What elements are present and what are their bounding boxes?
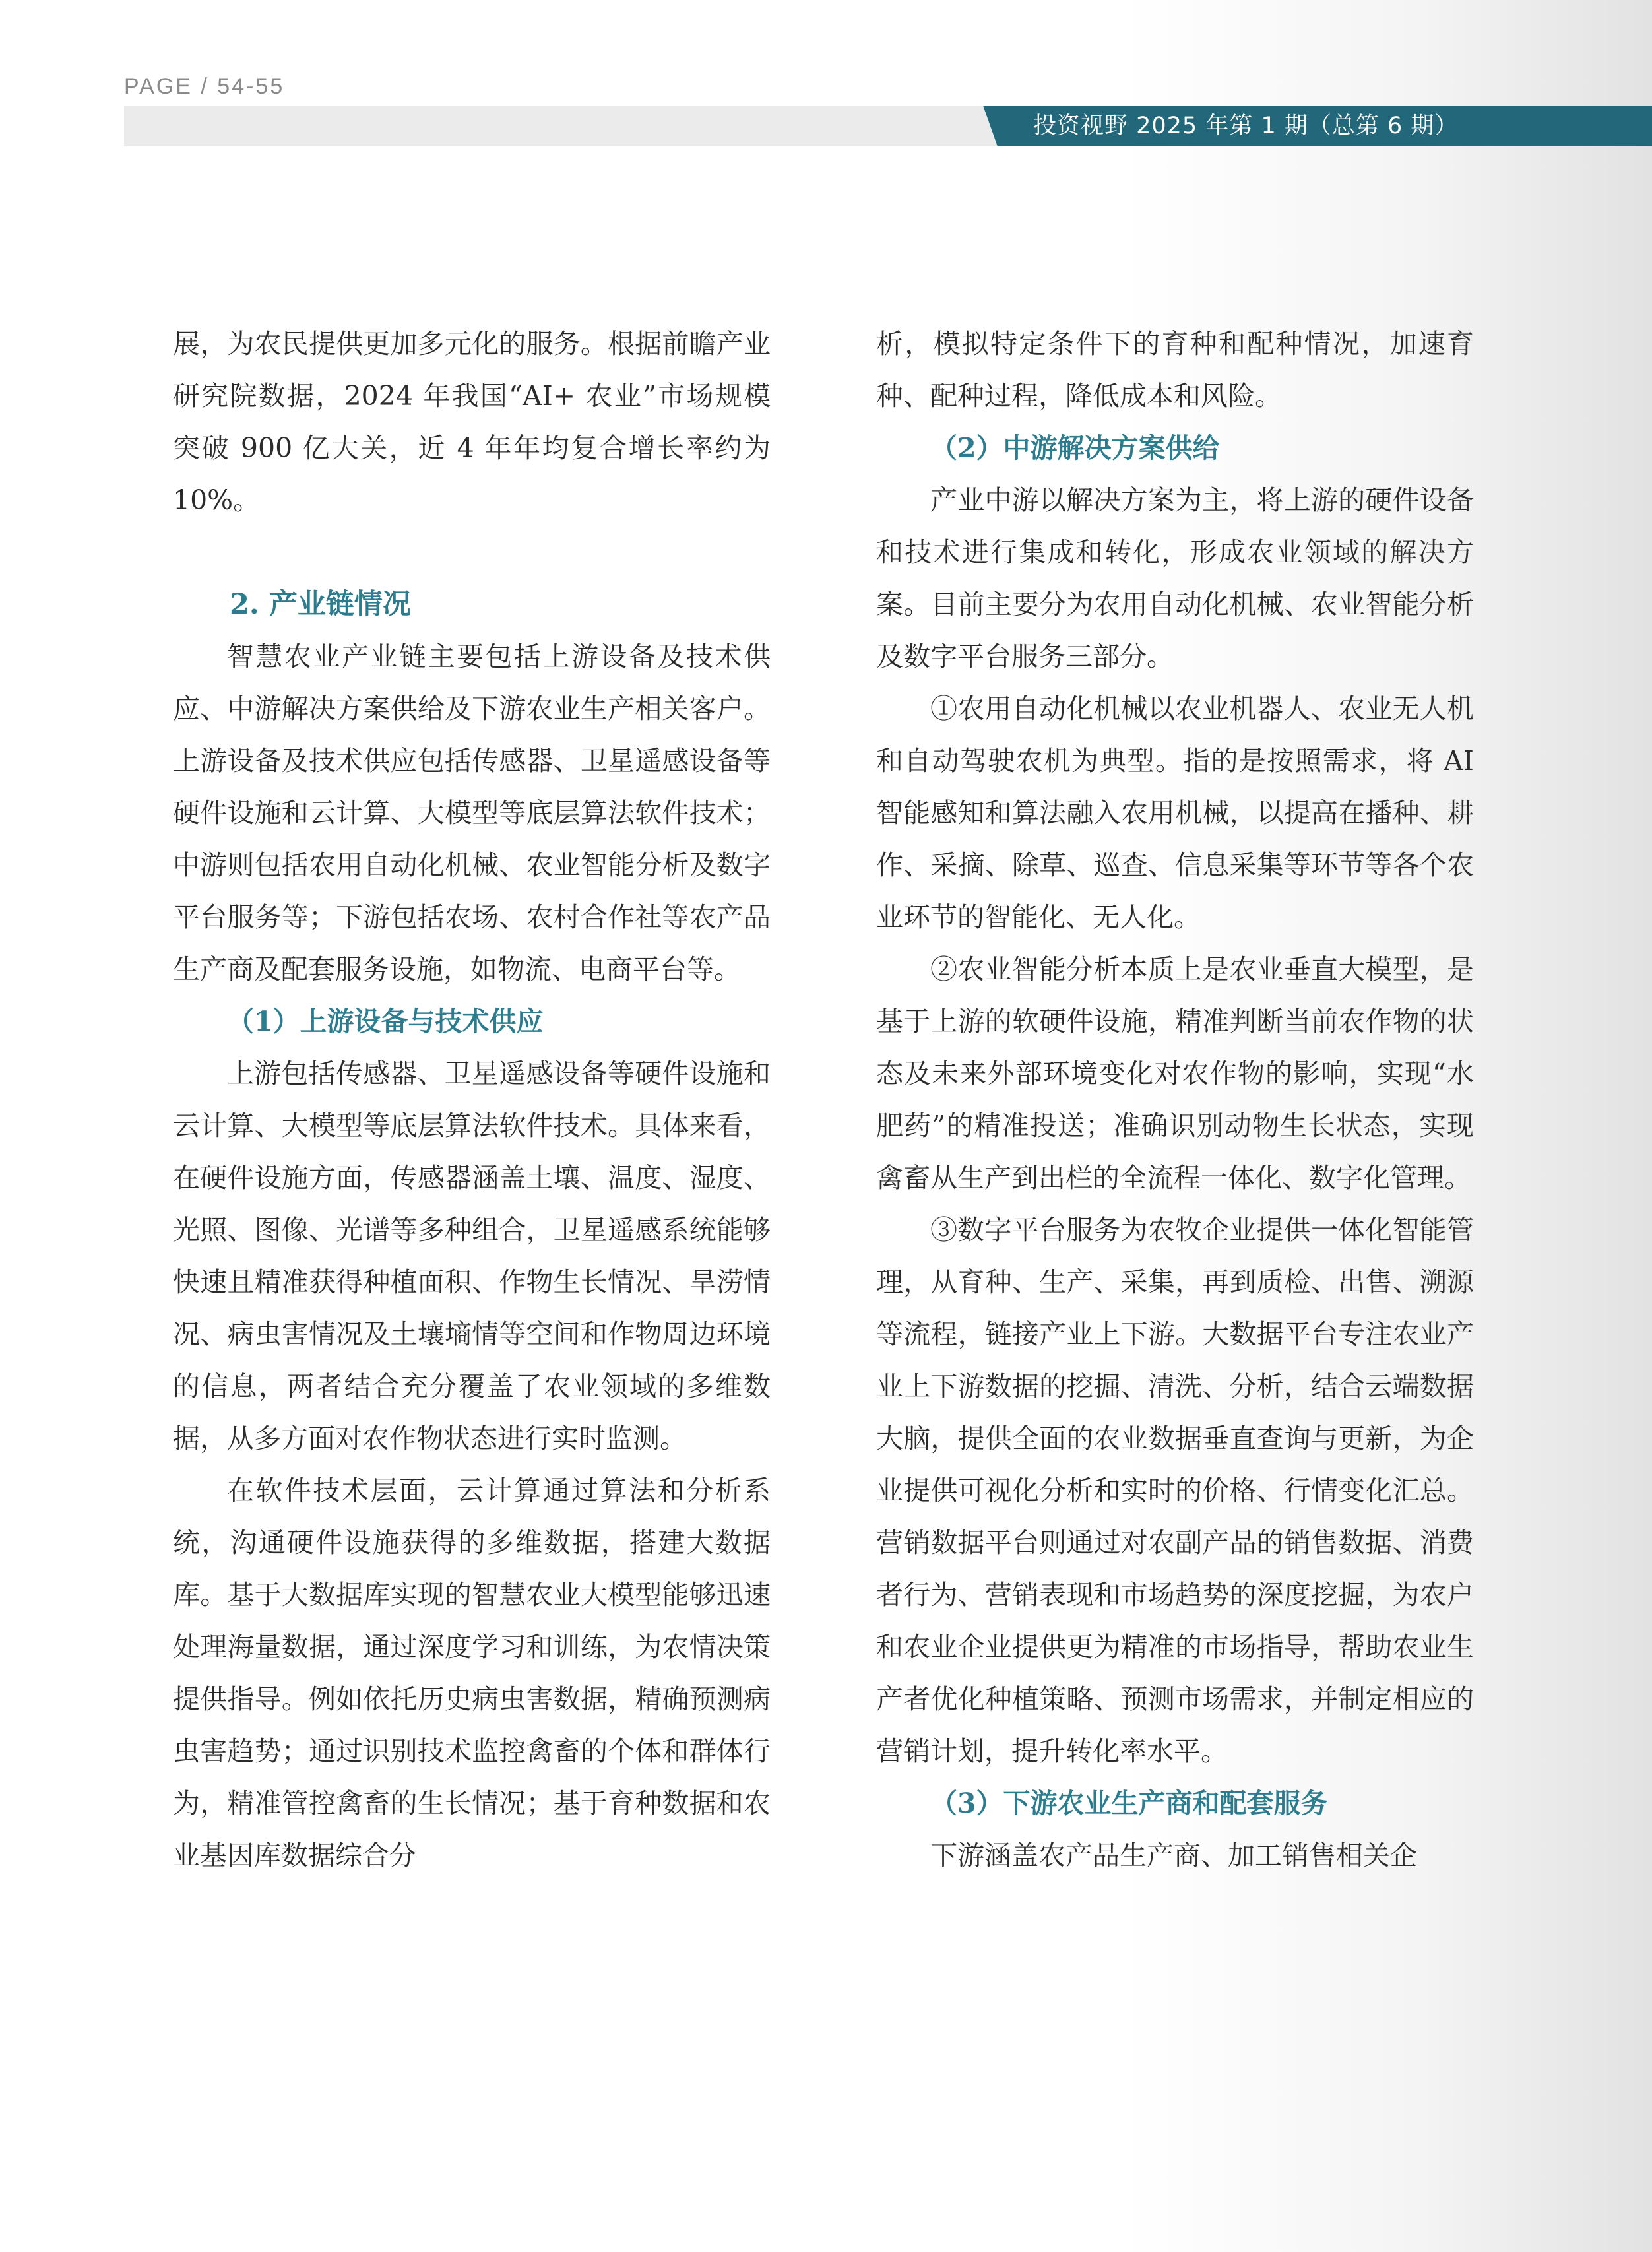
page-number-label: PAGE / 54-55 [124, 74, 285, 99]
paragraph: 智慧农业产业链主要包括上游设备及技术供应、中游解决方案供给及下游农业生产相关客户。上游设备及技术供应包括传感器、卫星遥感设备等硬件设施和云计算、大模型等底层算法软件技术；中游则包括农用自动化机械、农业智能分析及数字平台服务等；下游包括农场、农村合作社等农产品生产商及配套服务设施，如物流、电商平台等。 [173, 641, 771, 985]
right-column [876, 318, 1474, 1882]
paragraph: ①农用自动化机械以农业机器人、农业无人机和自动驾驶农机为典型。指的是按照需求，将 AI 智能感知和算法融入农用机械，以提高在播种、耕作、采摘、除草、巡查、信息采集等环节等各个农业环节的智能化、无人化。 [876, 693, 1474, 933]
paragraph: 在软件技术层面，云计算通过算法和分析系统，沟通硬件设施获得的多维数据，搭建大数据库。基于大数据库实现的智慧农业大模型能够迅速处理海量数据，通过深度学习和训练，为农情决策提供指导。例如依托历史病虫害数据，精确预测病虫害趋势；通过识别技术监控禽畜的个体和群体行为，精准管控禽畜的生长情况；基于育种数据和农业基因库数据综合分 [173, 1475, 771, 1871]
paragraph: 析，模拟特定条件下的育种和配种情况，加速育种、配种过程，降低成本和风险。 [876, 328, 1474, 412]
paragraph: 下游涵盖农产品生产商、加工销售相关企 [930, 1840, 1417, 1871]
paragraph: ②农业智能分析本质上是农业垂直大模型，是基于上游的软硬件设施，精准判断当前农作物的状态及未来外部环境变化对农作物的影响，实现“水肥药”的精准投送；准确识别动物生长状态，实现禽畜从生产到出栏的全流程一体化、数字化管理。 [876, 953, 1474, 1194]
left-column [173, 318, 771, 1882]
paragraph: 展，为农民提供更加多元化的服务。根据前瞻产业研究院数据，2024 年我国“AI+ 农业”市场规模突破 900 亿大关，近 4 年年均复合增长率约为 10%。 [173, 328, 771, 516]
spacer [173, 527, 771, 579]
paragraph: ③数字平台服务为农牧企业提供一体化智能管理，从育种、生产、采集，再到质检、出售、溯源等流程，链接产业上下游。大数据平台专注农业产业上下游数据的挖掘、清洗、分析，结合云端数据大脑，提供全面的农业数据垂直查询与更新，为企业提供可视化分析和实时的价格、行情变化汇总。营销数据平台则通过对农副产品的销售数据、消费者行为、营销表现和市场趋势的深度挖掘，为农户和农业企业提供更为精准的市场指导，帮助农业生产者优化种植策略、预测市场需求，并制定相应的营销计划，提升转化率水平。 [876, 1214, 1474, 1767]
subsection-heading: （1）上游设备与技术供应 [227, 1006, 544, 1037]
subsection-heading: （2）中游解决方案供给 [930, 432, 1220, 464]
subsection-heading: （3）下游农业生产商和配套服务 [930, 1787, 1328, 1819]
section-heading: 2. 产业链情况 [230, 588, 411, 621]
issue-title: 投资视野 2025 年第 1 期（总第 6 期） [1033, 113, 1459, 139]
paragraph: 产业中游以解决方案为主，将上游的硬件设备和技术进行集成和转化，形成农业领域的解决方案。目前主要分为农用自动化机械、农业智能分析及数字平台服务三部分。 [876, 484, 1474, 672]
paragraph: 上游包括传感器、卫星遥感设备等硬件设施和云计算、大模型等底层算法软件技术。具体来看，在硬件设施方面，传感器涵盖土壤、温度、湿度、光照、图像、光谱等多种组合，卫星遥感系统能够快速且精准获得种植面积、作物生长情况、旱涝情况、病虫害情况及土壤墒情等空间和作物周边环境的信息，两者结合充分覆盖了农业领域的多维数据，从多方面对农作物状态进行实时监测。 [173, 1058, 771, 1454]
